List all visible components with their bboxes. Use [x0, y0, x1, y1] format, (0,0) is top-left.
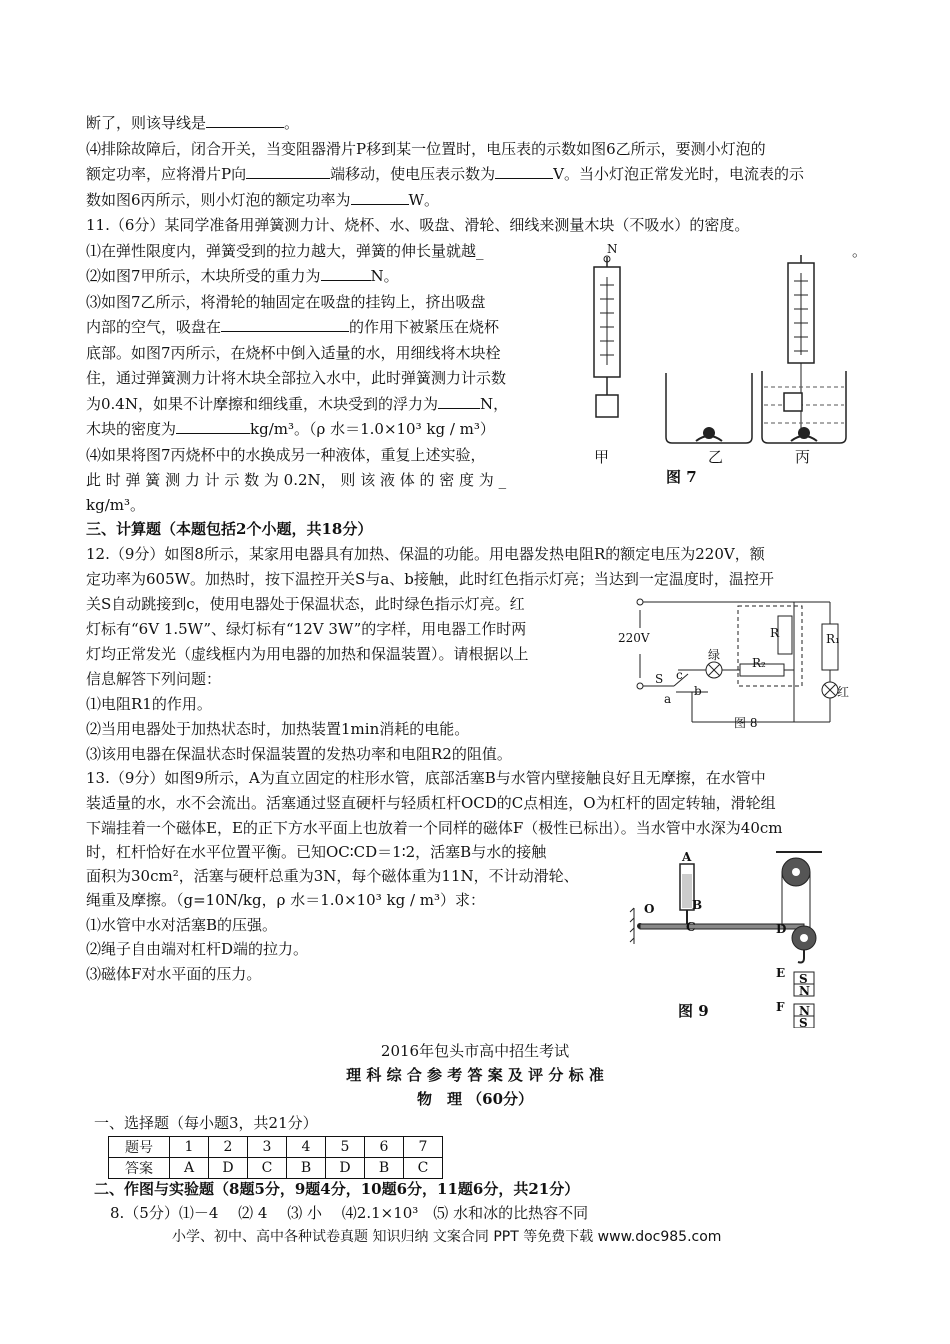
fig9-e: E	[776, 966, 786, 980]
text: kg/m³。（ρ 水＝1.0×10³ kg / m³）	[250, 420, 495, 438]
fig8-b: b	[694, 684, 702, 698]
line-q11: 11.（6分）某同学准备用弹簧测力计、烧杯、水、吸盘、滑轮、细线来测量木块（不吸水）的密度。	[86, 216, 750, 234]
text: V。当小灯泡正常发光时，电流表的示	[553, 165, 804, 183]
fig9-b: B	[692, 898, 703, 912]
line-q13-1: ⑴水管中水对活塞B的压强。	[86, 916, 278, 934]
answer-blank	[495, 164, 553, 179]
figure-8	[618, 594, 848, 732]
question-number: 1	[170, 1137, 209, 1158]
line-q13f: 绳重及摩擦。（g=10N/kg，ρ 水＝1.0×10³ kg / m³）求：	[86, 891, 486, 909]
fig9-f-s: S	[799, 1016, 808, 1030]
figure-7	[578, 255, 878, 491]
fig8-r: R	[770, 626, 780, 640]
line-q12-1: ⑴电阻R1的作用。	[86, 695, 212, 713]
answer-blank	[221, 317, 349, 332]
line-q12e: 灯均正常发光（虚线框内为用电器的加热和保温装置）。请根据以上	[86, 645, 529, 663]
text: 木块的密度为	[86, 420, 177, 438]
question-number: 2	[209, 1137, 248, 1158]
answer-blank	[321, 266, 371, 281]
answer-cell: C	[404, 1158, 443, 1179]
fig8-red: 红	[837, 685, 850, 699]
footer-link[interactable]: 小学、初中、高中各种试卷真题 知识归纳 文案合同 PPT 等免费下载 www.doc985.com	[172, 1229, 722, 1245]
fig7-label-bing: 丙	[795, 448, 811, 466]
line-q10-4: ⑷排除故障后，闭合开关，当变阻器滑片P移到某一位置时，电压表的示数如图6乙所示，要测小灯泡的	[86, 140, 766, 158]
line-q11-4c: kg/m³。	[86, 496, 145, 514]
fig7-scale-n: N	[607, 242, 618, 256]
text: N。	[370, 267, 399, 285]
question-number: 3	[248, 1137, 287, 1158]
line-q11-4b: 此 时 弹 簧 测 力 计 示 数 为 0.2N， 则 该 液 体 的 密 度 为 _	[86, 471, 507, 489]
table-row	[109, 1137, 443, 1158]
answer-blank	[438, 394, 480, 409]
line-q12d: 灯标有“6V 1.5W”、绿灯标有“12V 3W”的字样，用电器工作时两	[86, 620, 527, 638]
fig8-caption: 图 8	[734, 716, 758, 730]
fig8-c: c	[676, 668, 683, 682]
text: 为0.4N，如果不计摩擦和细线重，木块受到的浮力为	[86, 395, 438, 413]
answer-blank	[206, 113, 284, 128]
line-q12-2: ⑵当用电器处于加热状态时，加热装置1min消耗的电能。	[86, 720, 470, 738]
line-q11-3d: 住，通过弹簧测力计将木块全部拉入水中，此时弹簧测力计示数	[86, 369, 507, 387]
text: 断了，则该导线是	[86, 114, 207, 132]
answer-cell: A	[170, 1158, 209, 1179]
fig9-e-n: N	[799, 984, 810, 998]
answer-blank	[176, 419, 250, 434]
line-q11-3b	[86, 316, 499, 338]
fig8-r2: R₂	[752, 656, 766, 670]
text: 数如图6丙所示，则小灯泡的额定功率为	[86, 191, 351, 209]
section-3-heading: 三、计算题（本题包括2个小题，共18分）	[86, 520, 373, 538]
line-q11-3: ⑶如图7乙所示，将滑轮的轴固定在吸盘的挂钩上，挤出吸盘	[86, 293, 486, 311]
answer-table	[108, 1136, 443, 1179]
line-q13-3: ⑶磁体F对水平面的压力。	[86, 965, 262, 983]
fig9-e-s: S	[799, 972, 808, 986]
q8-answer: 8.（5分）⑴－4 ⑵ 4 ⑶ 小 ⑷2.1×10³ ⑸ 水和冰的比热容不同	[110, 1204, 589, 1222]
question-number: 6	[365, 1137, 404, 1158]
row-label: 题号	[109, 1137, 170, 1158]
line-q13d: 时，杠杆恰好在水平位置平衡。已知OC∶CD＝1∶2，活塞B与水的接触	[86, 843, 547, 861]
line-q12b: 定功率为605W。加热时，按下温控开关S与a、b接触，此时红色指示灯亮；当达到一定温度时，温控开	[86, 570, 774, 588]
table-row	[109, 1158, 443, 1179]
text: 额定功率，应将滑片P向	[86, 165, 247, 183]
section-1-heading: 一、选择题（每小题3，共21分）	[94, 1114, 318, 1132]
answer-title: 理 科 综 合 参 考 答 案 及 评 分 标 准	[346, 1066, 604, 1084]
line-q11-3c: 底部。如图7丙所示，在烧杯中倒入适量的水，用细线将木块栓	[86, 344, 501, 362]
question-number: 4	[287, 1137, 326, 1158]
line-q11-3f	[86, 418, 495, 440]
answer-blank	[246, 164, 330, 179]
line-q10-wire	[86, 112, 299, 134]
fig8-r1: R₁	[826, 632, 840, 646]
fig9-d: D	[776, 922, 787, 936]
line-q11-2	[86, 265, 399, 287]
answer-cell: D	[326, 1158, 365, 1179]
fig8-a: a	[664, 692, 672, 706]
figure-9	[626, 848, 840, 1028]
fig7-caption: 图 7	[666, 468, 697, 486]
fig8-s: S	[655, 672, 664, 686]
fig9-caption: 图 9	[678, 1002, 709, 1020]
question-number: 5	[326, 1137, 365, 1158]
line-q11-3e	[86, 393, 508, 415]
fig9-o: O	[644, 902, 655, 916]
line-q12-3: ⑶该用电器在保温状态时保温装置的发热功率和电阻R2的阻值。	[86, 745, 512, 763]
fig8-voltage: 220V	[618, 631, 650, 645]
line-q13c: 下端挂着一个磁体E，E的正下方水平面上也放着一个同样的磁体F（极性已标出）。当水管中水深为40cm	[86, 819, 783, 837]
fig8-green: 绿	[708, 648, 721, 662]
text: ⑵如图7甲所示，木块所受的重力为	[86, 267, 321, 285]
line-q10-4c	[86, 189, 439, 211]
fig9-a: A	[682, 850, 692, 864]
row-label: 答案	[109, 1158, 170, 1179]
line-q13b: 装适量的水，水不会流出。活塞通过竖直硬杆与轻质杠杆OCD的C点相连，O为杠杆的固定转轴，滑轮组	[86, 794, 776, 812]
line-q10-4b	[86, 163, 804, 185]
exam-title: 2016年包头市高中招生考试	[380, 1042, 570, 1060]
subject-title: 物 理 （60分）	[416, 1090, 534, 1108]
line-q12f: 信息解答下列问题：	[86, 670, 222, 688]
fig9-f-n: N	[799, 1004, 810, 1018]
question-number: 7	[404, 1137, 443, 1158]
line-q13e: 面积为30cm²，活塞与硬杆总重为3N，每个磁体重为11N，不计动滑轮、	[86, 867, 579, 885]
section-2-heading: 二、作图与实验题（8题5分，9题4分，10题6分，11题6分，共21分）	[94, 1180, 580, 1198]
text: W。	[408, 191, 439, 209]
line-q12: 12.（9分）如图8所示，某家用电器具有加热、保温的功能。用电器发热电阻R的额定电压为220V，额	[86, 545, 765, 563]
text: 内部的空气，吸盘在	[86, 318, 222, 336]
text: 。	[284, 114, 300, 132]
line-q11-1-end: 。	[852, 242, 868, 260]
fig9-c: C	[686, 920, 696, 934]
answer-cell: B	[287, 1158, 326, 1179]
text: 的作用下被紧压在烧杯	[349, 318, 500, 336]
answer-cell: C	[248, 1158, 287, 1179]
line-q11-1: ⑴在弹性限度内，弹簧受到的拉力越大，弹簧的伸长量就越_	[86, 242, 484, 260]
line-q13-2: ⑵绳子自由端对杠杆D端的拉力。	[86, 940, 309, 958]
answer-cell: B	[365, 1158, 404, 1179]
answer-blank	[351, 190, 409, 205]
answer-cell: D	[209, 1158, 248, 1179]
fig7-label-jia: 甲	[594, 448, 610, 466]
line-q11-4: ⑷如果将图7丙烧杯中的水换成另一种液体，重复上述实验，	[86, 446, 486, 464]
line-q13: 13.（9分）如图9所示，A为直立固定的柱形水管，底部活塞B与水管内壁接触良好且无摩擦，在水管中	[86, 769, 766, 787]
line-q12c: 关S自动跳接到c，使用电器处于保温状态，此时绿色指示灯亮。红	[86, 595, 525, 613]
fig9-f: F	[776, 1000, 785, 1014]
fig7-label-yi: 乙	[708, 448, 724, 466]
text: 端移动，使电压表示数为	[330, 165, 496, 183]
text: N，	[479, 395, 509, 413]
